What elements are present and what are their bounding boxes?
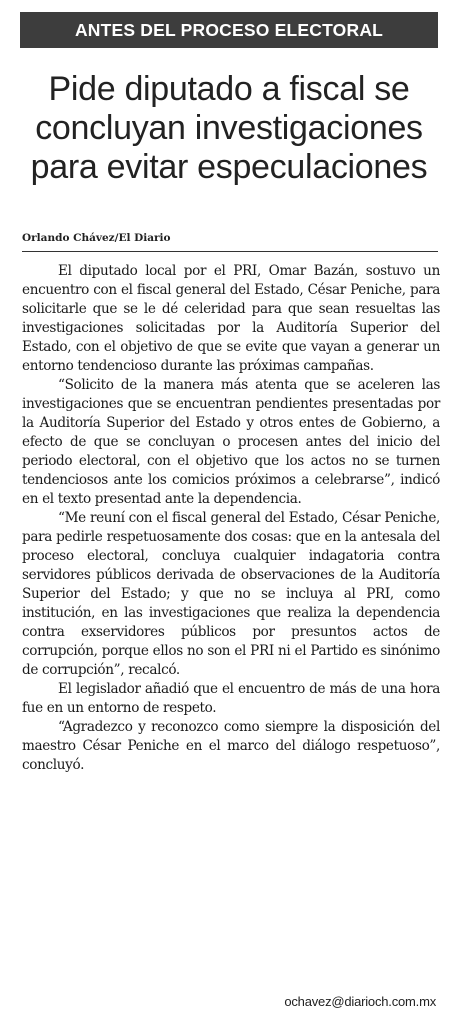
paragraph: “Solicito de la manera más atenta que se aceleren las investigaciones que se encuentran pendientes presentadas por la Auditoría Superior del Estado y otros entes de Gobierno, a efecto de que se concluyan o procesen antes del inicio del periodo electoral, con el objetivo que los actos no se turnen tendenciosos ante los comicios próximos a celebrarse”, indicó en el texto presentad ante la dependencia. bbox=[22, 377, 440, 507]
byline-divider bbox=[22, 251, 438, 252]
paragraph: “Agradezco y reconozco como siempre la disposición del maestro César Peniche en el marco del diálogo respetuoso”, concluyó. bbox=[22, 719, 440, 773]
paragraph: “Me reuní con el fiscal general del Estado, César Peniche, para pedirle respetuosamente dos cosas: que en la antesala del proceso electoral, concluya cualquier indagatoria contra servidores públicos derivada de observaciones de la Auditoría Superior del Estado; y que no se incluya al PRI, como institución, en las investigaciones que realiza la dependencia contra exservidores públicos por presuntos actos de corrupción, porque ellos no son el PRI ni el Partido es sinónimo de corrupción”, recalcó. bbox=[22, 510, 440, 678]
headline bbox=[14, 70, 444, 187]
paragraph: El legislador añadió que el encuentro de más de una hora fue en un entorno de respeto. bbox=[22, 681, 440, 716]
article-body bbox=[22, 262, 440, 775]
paragraph: El diputado local por el PRI, Omar Bazán, sostuvo un encuentro con el fiscal general del Estado, César Peniche, para solicitarle que se le dé celeridad para que sean resueltas las investigaciones solicitadas por la Auditoría Superior del Estado, con el objetivo de que se evite que vayan a generar un entorno tendencioso durante las próximas campañas. bbox=[22, 263, 440, 374]
headline-line-1: Pide diputado a fiscal se bbox=[48, 70, 410, 108]
headline-line-3: para evitar especulaciones bbox=[30, 148, 428, 186]
section-kicker: ANTES DEL PROCESO ELECTORAL bbox=[20, 12, 438, 48]
headline-line-2: concluyan investigaciones bbox=[35, 109, 423, 147]
byline: Orlando Chávez/El Diario bbox=[22, 232, 171, 244]
author-email[interactable]: ochavez@diarioch.com.mx bbox=[284, 994, 436, 1009]
